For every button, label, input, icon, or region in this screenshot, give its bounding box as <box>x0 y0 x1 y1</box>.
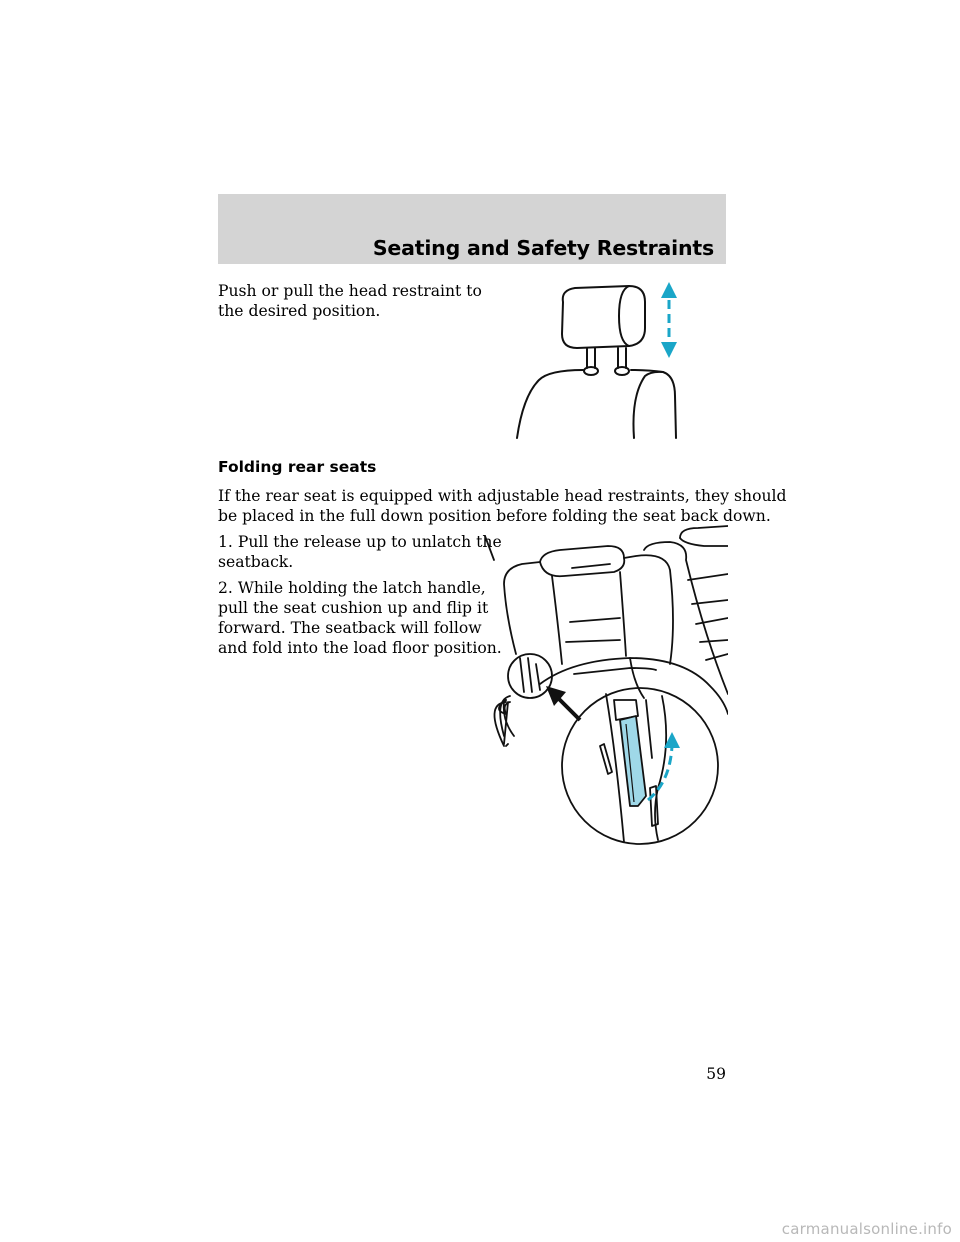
step-2-line-2: pull the seat cushion up and flip it <box>218 599 489 617</box>
folding-intro-line-2: be placed in the full down position before folding the seat back down. <box>218 507 771 525</box>
step-1-line-1: 1. Pull the release up to unlatch the <box>218 533 502 551</box>
section-title: Seating and Safety Restraints <box>372 236 714 260</box>
step-1-line-2: seatback. <box>218 553 294 571</box>
page-number: 59 <box>706 1065 726 1083</box>
zoom-pointer-arrow-icon <box>546 686 580 720</box>
section-header-band <box>218 194 726 264</box>
step-2-line-1: 2. While holding the latch handle, <box>218 579 486 597</box>
section-heading-folding-rear-seats: Folding rear seats <box>218 458 377 476</box>
rear-seat-latch-illustration <box>480 524 728 846</box>
up-down-arrow-icon <box>661 282 677 358</box>
head-restraint-instruction-line-2: the desired position. <box>218 302 381 320</box>
footer-watermark: carmanualsonline.info <box>781 1220 952 1238</box>
step-2-line-3: forward. The seatback will follow <box>218 619 482 637</box>
folding-intro-line-1: If the rear seat is equipped with adjustable head restraints, they should <box>218 487 787 505</box>
step-2-line-4: and fold into the load floor position. <box>218 639 502 657</box>
head-restraint-instruction-line-1: Push or pull the head restraint to <box>218 282 482 300</box>
head-restraint-illustration <box>505 276 695 444</box>
